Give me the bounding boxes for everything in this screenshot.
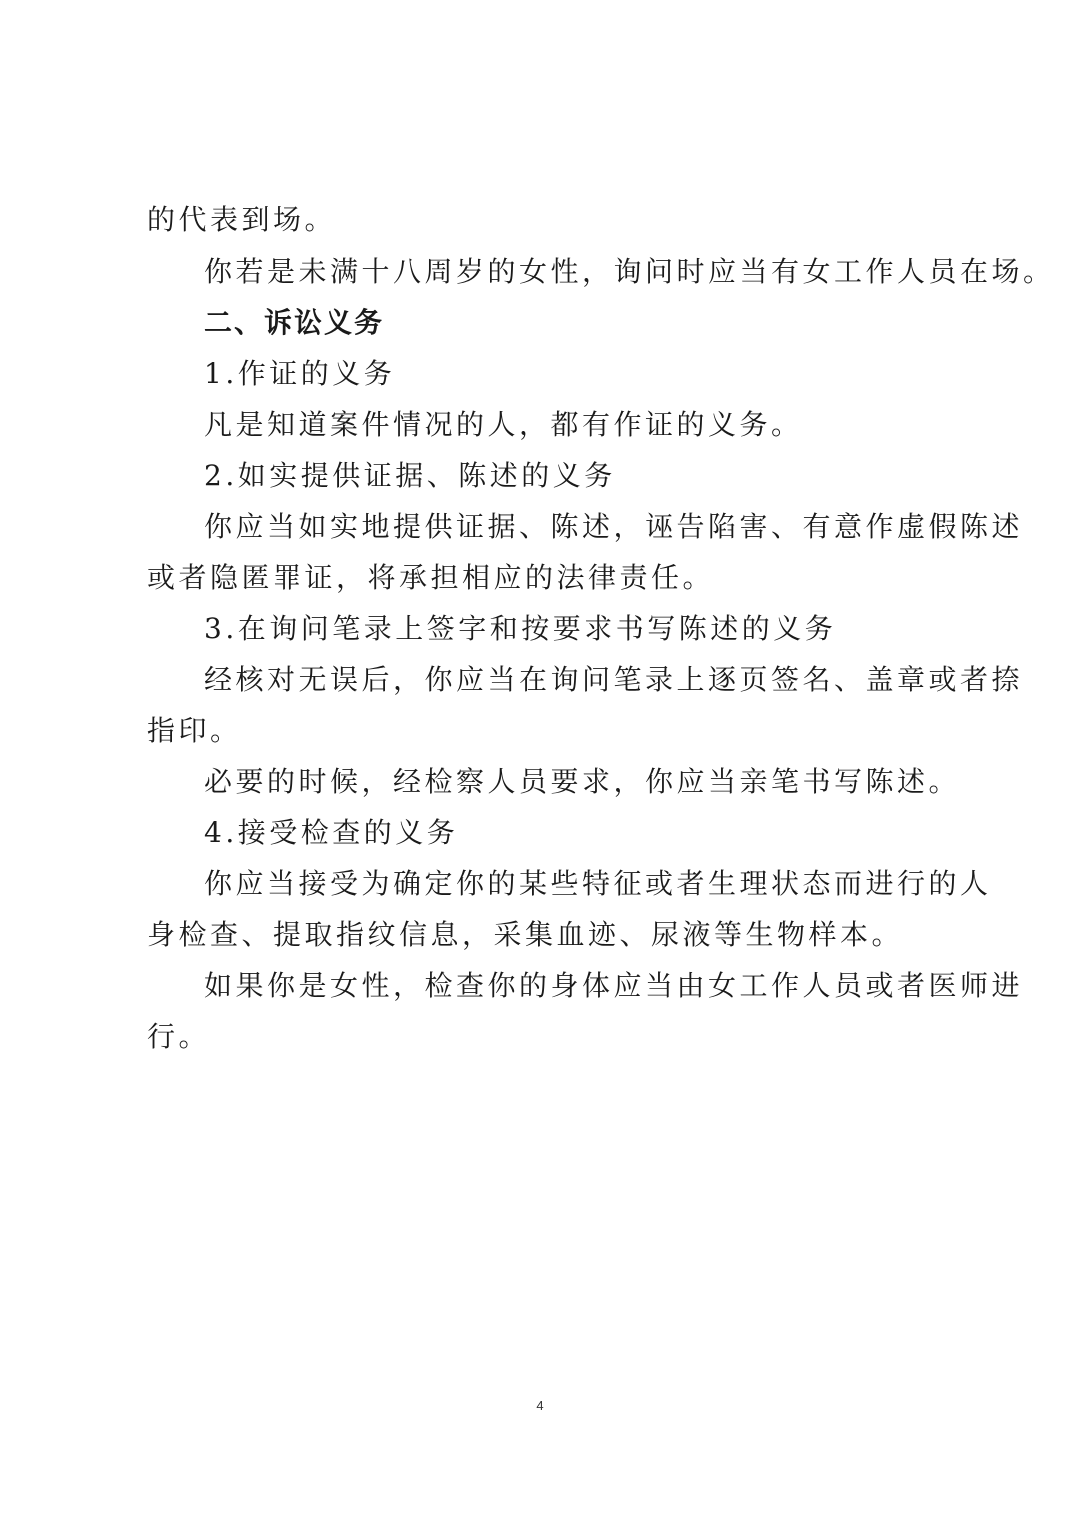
paragraph-examination-line-2: 身检查、提取指纹信息，采集血迹、尿液等生物样本。 [147, 918, 904, 951]
subheading-truthful-evidence-obligation: 2.如实提供证据、陈述的义务 [204, 459, 616, 492]
paragraph-continuation-line: 的代表到场。 [147, 203, 337, 236]
paragraph-sign-record-line-1: 经核对无误后，你应当在询问笔录上逐页签名、盖章或者捺 [204, 663, 1024, 696]
paragraph-female-examination-line-2: 行。 [147, 1020, 211, 1053]
paragraph-truthful-evidence-line-1: 你应当如实地提供证据、陈述，诬告陷害、有意作虚假陈述 [204, 510, 1024, 543]
subheading-sign-record-obligation: 3.在询问笔录上签字和按要求书写陈述的义务 [204, 612, 837, 645]
subheading-testify-obligation: 1.作证的义务 [204, 357, 396, 390]
paragraph-handwritten-statement: 必要的时候，经检察人员要求，你应当亲笔书写陈述。 [204, 765, 961, 798]
paragraph-female-examination-line-1: 如果你是女性，检查你的身体应当由女工作人员或者医师进 [204, 969, 1024, 1002]
paragraph-truthful-evidence-line-2: 或者隐匿罪证，将承担相应的法律责任。 [147, 561, 715, 594]
page-number: 4 [536, 1398, 544, 1413]
paragraph-female-minor-inquiry: 你若是未满十八周岁的女性，询问时应当有女工作人员在场。 [204, 255, 1055, 288]
paragraph-testify-obligation: 凡是知道案件情况的人，都有作证的义务。 [204, 408, 803, 441]
paragraph-examination-line-1: 你应当接受为确定你的某些特征或者生理状态而进行的人 [204, 867, 992, 900]
paragraph-sign-record-line-2: 指印。 [147, 714, 242, 747]
section-heading-litigation-obligations: 二、诉讼义务 [204, 306, 385, 339]
subheading-accept-examination-obligation: 4.接受检查的义务 [204, 816, 459, 849]
